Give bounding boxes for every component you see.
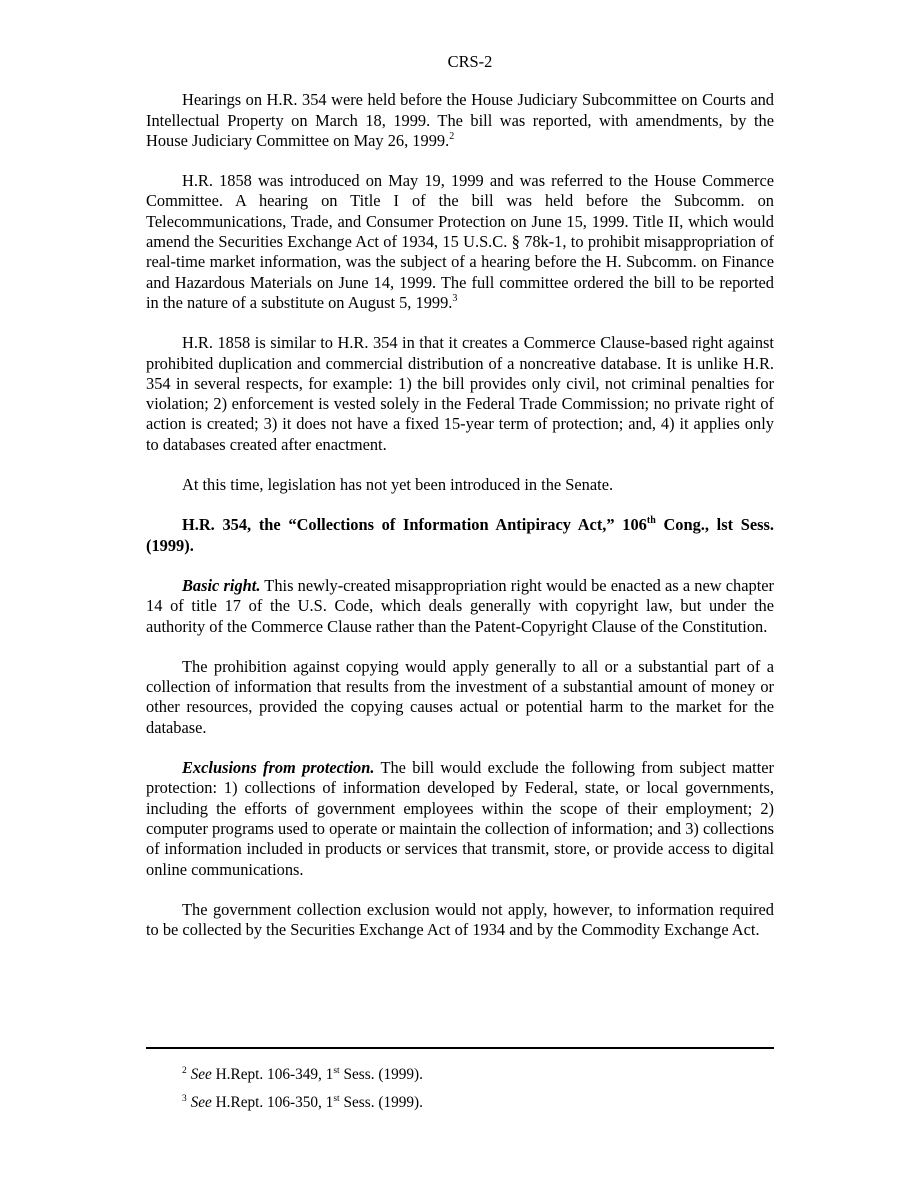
paragraph-basic-right: Basic right. This newly-created misappropriation right would be enacted as a new chapter 14 of title 17 of the U.S. Code, which deals generally with copyright law, but under the authority of the Commerce Clause rather than the Patent-Copyright Clause of the Constitution. xyxy=(146,575,774,636)
page-body xyxy=(146,52,774,960)
run-in-heading: Basic right. xyxy=(182,575,261,595)
footnote-ref[interactable]: 3 xyxy=(452,292,458,304)
run-in-heading: Exclusions from protection. xyxy=(182,758,375,778)
section-heading: H.R. 354, the “Collections of Information Antipiracy Act,” 106th Cong., lst Sess. (1999). xyxy=(146,515,774,555)
paragraph-government-exclusion: The government collection exclusion would not apply, however, to information required to be collected by the Securities Exchange Act of 1934 and by the Commodity Exchange Act. xyxy=(146,899,774,940)
paragraph-senate: At this time, legislation has not yet been introduced in the Senate. xyxy=(182,475,614,495)
footnote-ref[interactable]: 2 xyxy=(449,130,455,142)
paragraph-exclusions: Exclusions from protection. The bill would exclude the following from subject matter protection: 1) collections of information developed by Federal, state, or local governments, including the efforts of government employees within the scope of their employment; 2) computer programs used to operate or maintain the collection of information; and 3) collections of information included in products or services that transmit, store, or provide access to digital online communications. xyxy=(146,758,774,879)
paragraph-hearings: Hearings on H.R. 354 were held before the House Judiciary Subcommittee on Courts and Intellectual Property on March 18, 1999. The bill was reported, with amendments, by the House Judiciary Committee on May 26, 1999.$^2$ xyxy=(146,90,774,150)
paragraph-hr1858-intro: H.R. 1858 was introduced on May 19, 1999 and was referred to the House Commerce Committee. A hearing on Title I of the bill was held before the Subcomm. on Telecommunications, Trade, and Consumer Protection on June 15, 1999. Title II, which would amend the Securities Exchange Act of 1934, 15 U.S.C. § 78k-1, to prohibit misappropriation of real-time market information, was the subject of a hearing before the H. Subcomm. on Finance and Hazardous Materials on June 14, 1999. The full committee ordered the bill to be reported in the nature of a substitute on August 5, 1999.$^3$ xyxy=(146,171,774,312)
paragraph-prohibition: The prohibition against copying would apply generally to all or a substantial part of a collection of information that results from the investment of a substantial amount of money or other resources, provided the copying causes actual or potential harm to the market for the database. xyxy=(146,656,774,737)
paragraph-hr1858-comparison: H.R. 1858 is similar to H.R. 354 in that it creates a Commerce Clause-based right against prohibited duplication and commercial distribution of a noncreative database. It is unlike H.R. 354 in several respects, for example: 1) the bill provides only civil, not criminal penalties for violation; 2) enforcement is vested solely in the Federal Trade Commission; no private right of action is created; 3) it does not have a fixed 15-year term of protection; and, 4) it applies only to databases created after enactment. xyxy=(146,333,774,454)
footnotes xyxy=(182,1066,423,1122)
footnote-divider xyxy=(146,1047,774,1049)
page-header: CRS-2 xyxy=(447,52,493,71)
footnote-3: $^3$ See H.Rept. 106-350, 1st Sess. (1999). xyxy=(182,1094,423,1111)
footnote-2: $^2$ See H.Rept. 106-349, 1st Sess. (1999). xyxy=(182,1066,423,1083)
